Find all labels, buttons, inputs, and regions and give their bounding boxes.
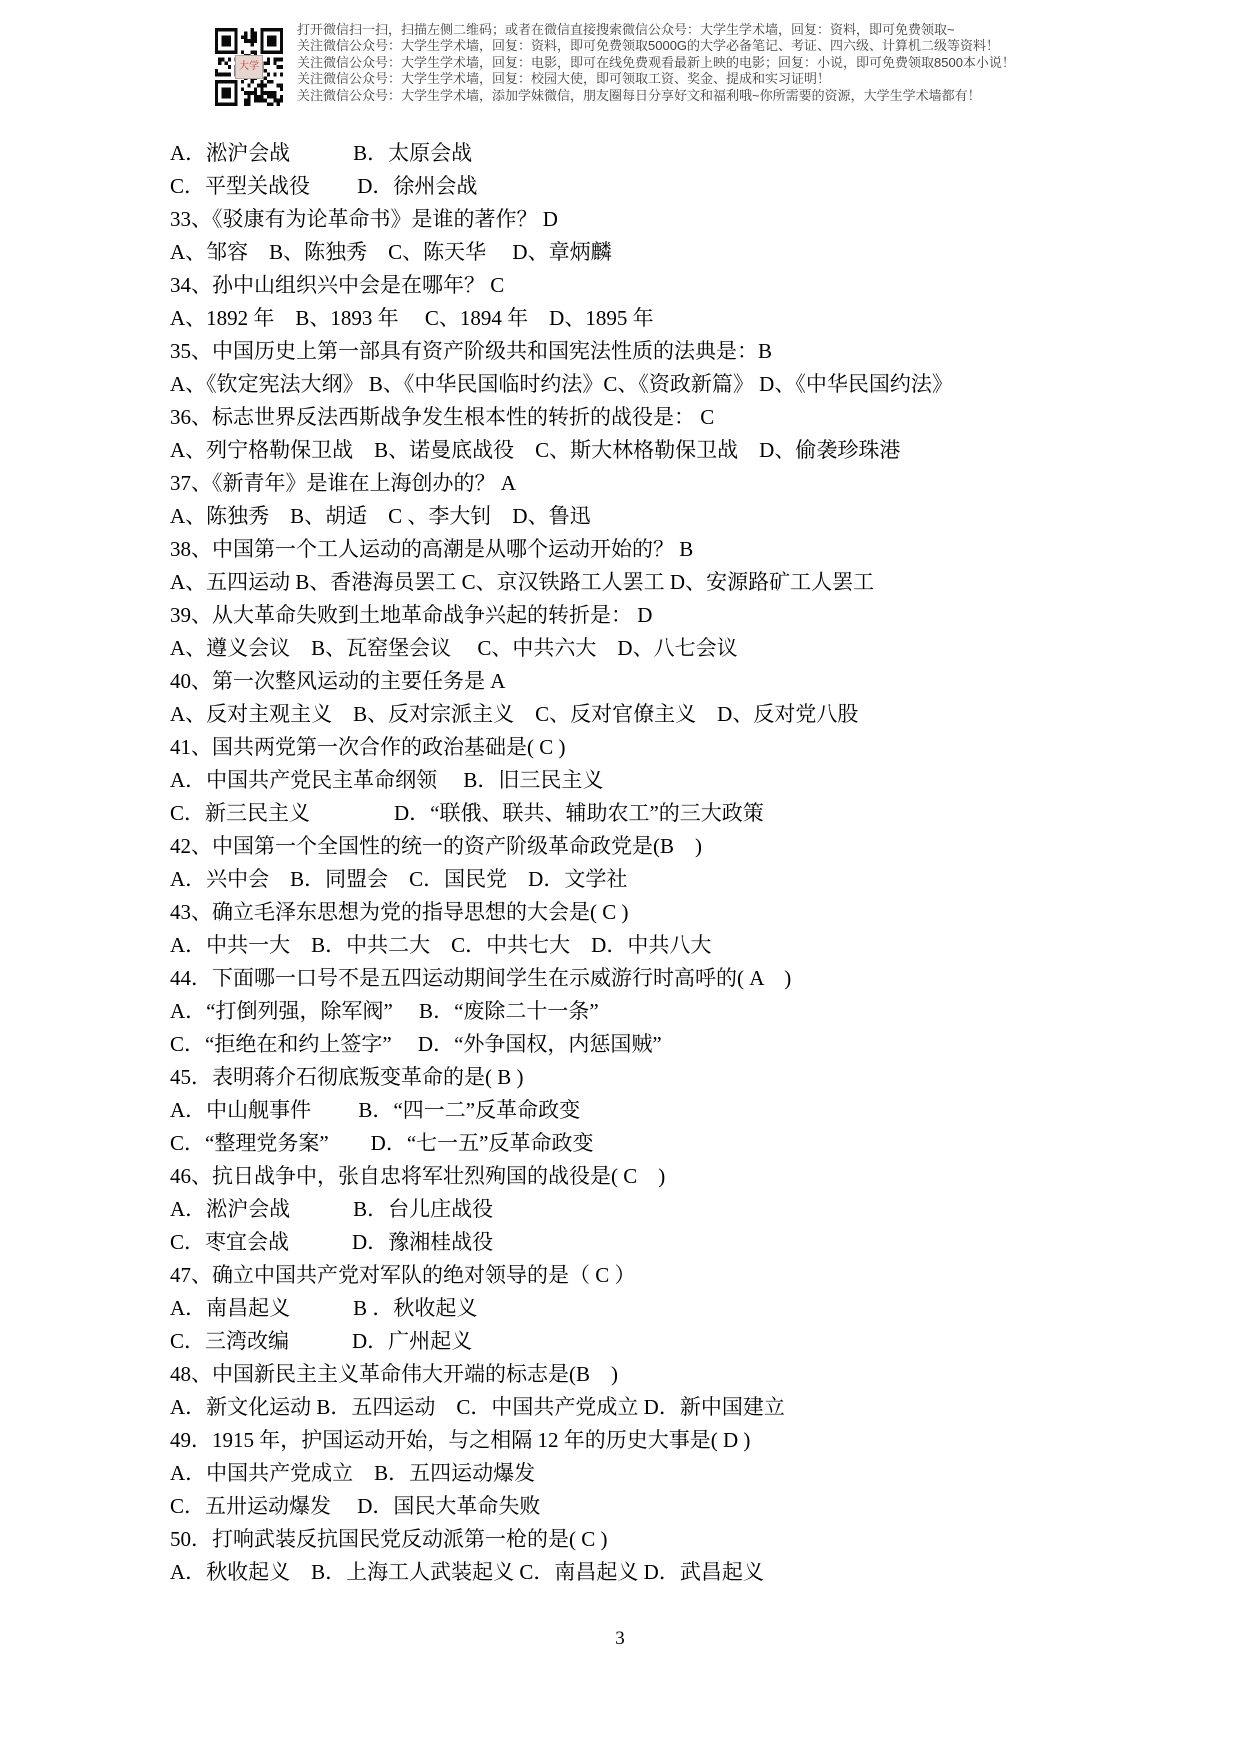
question-text-line: C．枣宜会战 D．豫湘桂战役 [170,1230,494,1254]
qr-center-logo: 大学 [235,55,263,79]
promo-text-line: 关注微信公众号：大学生学术墙，添加学妹微信，朋友圈每日分享好文和福利哦~你所需要的资源，大学生学术墙都有！ [297,87,981,103]
question-text-line: C．三湾改编 D．广州起义 [170,1329,473,1353]
question-text-line: A、《钦定宪法大纲》 B、《中华民国临时约法》C、《资政新篇》 D、《中华民国约法》 [170,372,953,396]
question-text-line: A、遵义会议 B、瓦窑堡会议 C、中共六大 D、八七会议 [170,636,738,660]
question-text-line: A．中国共产党成立 B．五四运动爆发 [170,1461,536,1485]
question-text-line: 48、中国新民主主义革命伟大开端的标志是(B ) [170,1362,618,1386]
question-text-line: 36、标志世界反法西斯战争发生根本性的转折的战役是： C [170,405,715,429]
question-text-line: C．“整理党务案” D．“七一五”反革命政变 [170,1131,594,1155]
question-text-line: 38、中国第一个工人运动的高潮是从哪个运动开始的？ B [170,537,694,561]
question-text-line: A．中山舰事件 B．“四一二”反革命政变 [170,1098,581,1122]
question-text-line: A、陈独秀 B、胡适 C 、李大钊 D、鲁迅 [170,504,591,528]
promo-header [0,0,1240,120]
question-text-line: A、1892 年 B、1893 年 C、1894 年 D、1895 年 [170,306,654,330]
question-text-line: 50．打响武装反抗国民党反动派第一枪的是( C ) [170,1527,608,1551]
question-text-line: 47、确立中国共产党对军队的绝对领导的是（ C ） [170,1263,636,1287]
promo-text-line: 关注微信公众号：大学生学术墙，回复：电影，即可在线免费观看最新上映的电影；回复：小说，即可免费领取8500本小说！ [297,54,1015,70]
promo-text-line: 关注微信公众号：大学生学术墙，回复：校园大使，即可领取工资、奖金、提成和实习证明！ [297,71,831,87]
wechat-qr-code [215,28,283,106]
question-text-line: A．“打倒列强，除军阀” B．“废除二十一条” [170,999,599,1023]
question-text-line: 40、第一次整风运动的主要任务是 A [170,669,506,693]
question-text-line: 34、孙中山组织兴中会是在哪年？ C [170,273,505,297]
question-text-line: C．“拒绝在和约上签字” D．“外争国权，内惩国贼” [170,1032,662,1056]
question-text-line: 42、中国第一个全国性的统一的资产阶级革命政党是(B ) [170,834,702,858]
question-text-line: 35、中国历史上第一部具有资产阶级共和国宪法性质的法典是：B [170,339,773,363]
question-text-line: 45．表明蒋介石彻底叛变革命的是( B ) [170,1065,524,1089]
question-text-line: 43、确立毛泽东思想为党的指导思想的大会是( C ) [170,900,629,924]
question-text-line: 46、抗日战争中，张自忠将军壮烈殉国的战役是( C ) [170,1164,666,1188]
question-text-line: 37、《新青年》是谁在上海创办的？ A [170,471,516,495]
question-text-line: A、邹容 B、陈独秀 C、陈天华 D、章炳麟 [170,240,612,264]
question-text-line: A、反对主观主义 B、反对宗派主义 C、反对官僚主义 D、反对党八股 [170,702,859,726]
question-text-line: A、列宁格勒保卫战 B、诺曼底战役 C、斯大林格勒保卫战 D、偷袭珍珠港 [170,438,901,462]
question-text-line: 39、从大革命失败到土地革命战争兴起的转折是： D [170,603,653,627]
question-text-line: 44．下面哪一口号不是五四运动期间学生在示威游行时高呼的( A ) [170,966,792,990]
page-number: 3 [615,1628,625,1649]
question-text-line: C．五卅运动爆发 D．国民大革命失败 [170,1494,541,1518]
question-text-line: A．南昌起义 B ．秋收起义 [170,1296,478,1320]
question-text-line: C．新三民主义 D．“联俄、联共、辅助农工”的三大政策 [170,801,764,825]
question-list [170,137,1100,1589]
question-text-line: A．淞沪会战 B．台儿庄战役 [170,1197,494,1221]
question-text-line: A、五四运动 B、香港海员罢工 C、京汉铁路工人罢工 D、安源路矿工人罢工 [170,570,875,594]
question-text-line: A．中国共产党民主革命纲领 B．旧三民主义 [170,768,604,792]
promo-text-line: 关注微信公众号：大学生学术墙，回复：资料，即可免费领取5000G的大学必备笔记、考证、四六级、计算机二级等资料！ [297,38,1000,54]
question-text-line: A．中共一大 B．中共二大 C．中共七大 D．中共八大 [170,933,712,957]
question-text-line: A．淞沪会战 B．太原会战 [170,141,473,165]
question-text-line: 41、国共两党第一次合作的政治基础是( C ) [170,735,566,759]
promo-text-line: 打开微信扫一扫，扫描左侧二维码；或者在微信直接搜索微信公众号：大学生学术墙，回复：资料，即可免费领取~ [297,22,955,37]
question-text-line: C．平型关战役 D．徐州会战 [170,174,478,198]
question-text-line: 33、《驳康有为论革命书》是谁的著作？ D [170,207,558,231]
question-text-line: 49．1915 年，护国运动开始，与之相隔 12 年的历史大事是( D ) [170,1428,751,1452]
question-text-line: A．新文化运动 B．五四运动 C．中国共产党成立 D．新中国建立 [170,1395,785,1419]
question-text-line: A．兴中会 B．同盟会 C．国民党 D．文学社 [170,867,628,891]
promo-text-block [297,22,1197,104]
question-text-line: A．秋收起义 B．上海工人武装起义 C．南昌起义 D．武昌起义 [170,1560,764,1584]
